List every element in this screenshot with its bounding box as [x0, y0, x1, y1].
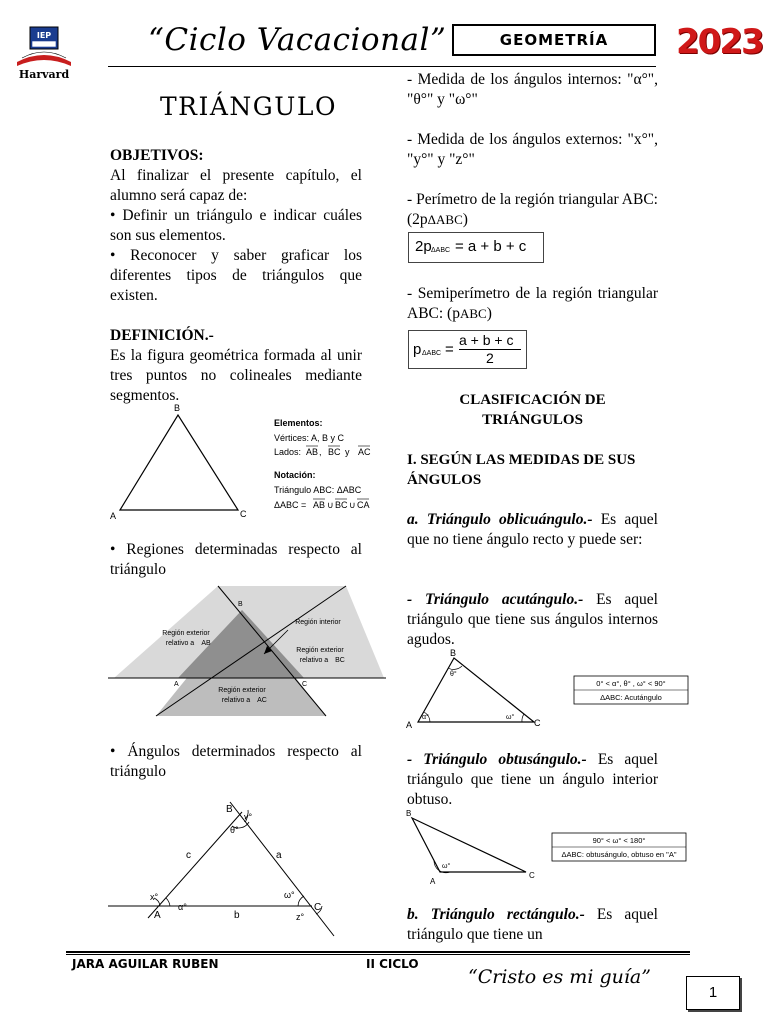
perimeter-formula	[408, 232, 544, 263]
elements-heading: Elementos:	[274, 418, 323, 428]
vertex-label: A	[174, 681, 179, 688]
term: - Triángulo obtusángulo.-	[407, 751, 587, 768]
region-label: relativo a	[221, 697, 251, 704]
section-heading-line: I. SEGÚN LAS MEDIDAS DE SUS	[407, 452, 636, 468]
vertex-label: C	[529, 871, 535, 880]
term-text: Es aquel triángulo que tiene un ángulo interior obtuso.	[407, 751, 658, 808]
angle-label: θ°	[230, 825, 239, 835]
vertices-line: Vértices: A, B y C	[274, 433, 345, 443]
classification-heading-line: TRIÁNGULOS	[482, 412, 583, 428]
vertex-label: A	[154, 910, 161, 921]
section-heading	[407, 450, 658, 490]
triangle-shape	[418, 658, 534, 722]
vertex-label: C	[240, 509, 247, 519]
vertex-label: C	[302, 681, 308, 688]
vertex-label: A	[406, 720, 413, 730]
angle-label: y°	[244, 812, 253, 822]
objectives-block	[110, 146, 362, 406]
vertex-label: C	[314, 902, 322, 913]
side-label: a	[276, 850, 282, 861]
and-word: y	[345, 447, 350, 457]
region-label: Región exterior	[162, 630, 210, 637]
triangle-shape	[120, 415, 238, 510]
logo-text: IEP	[36, 31, 52, 40]
angle-label: ω°	[284, 890, 295, 900]
region-label: Región exterior	[218, 687, 266, 694]
angles-bullet: • Ángulos determinados respecto al triángulo	[110, 743, 362, 780]
angle-label: x°	[150, 892, 159, 902]
vertex-label: B	[406, 809, 412, 818]
region-label: relativo a	[299, 657, 329, 664]
region-label: AB	[201, 640, 211, 647]
objectives-intro: Al finalizar el presente capítulo, el alumno será capaz de:	[110, 167, 362, 204]
semiperimeter-text-main: - Semiperímetro de la región triangular ABC: (p	[407, 285, 658, 322]
perimeter-text-close: )	[462, 211, 468, 228]
term: - Triángulo acutángulo.-	[407, 591, 584, 608]
triangle-elements-figure	[104, 400, 374, 522]
vertex-label: B	[174, 403, 181, 413]
formula-sub: ΔABC	[422, 350, 442, 357]
footer-motto: “Cristo es mi guía”	[468, 966, 651, 988]
objective-item: • Reconocer y saber graficar los diferentes tipos de triángulos que existen.	[110, 247, 362, 304]
semiperimeter-text	[407, 284, 658, 324]
condition-label: ΔABC: Acutángulo	[600, 693, 662, 702]
formula-lhs: 2p	[415, 238, 432, 255]
angles-figure	[108, 798, 344, 938]
vertex-label: B	[450, 648, 457, 658]
formula-eq: =	[445, 341, 454, 358]
obtuse-triangle-figure	[404, 806, 692, 892]
union-symbol: ∪	[349, 500, 356, 510]
footer-cycle: II CICLO	[366, 957, 419, 971]
semiperimeter-text-sub: ABC	[459, 306, 487, 321]
term-text: Es aquel triángulo que tiene sus ángulos internos agudos.	[407, 591, 658, 648]
angle-label: α°	[178, 902, 187, 912]
condition-text: 0° < α°, θ° , ω° < 90°	[596, 679, 666, 688]
section-heading-line: ÁNGULOS	[407, 472, 482, 488]
semiperimeter-text-close: )	[486, 305, 492, 322]
oblique-definition	[407, 510, 658, 550]
footer-rule	[66, 954, 690, 955]
union-ca: CA	[357, 500, 370, 510]
vertex-label: A	[430, 877, 436, 886]
regions-bullet: • Regiones determinadas respecto al triángulo	[110, 541, 362, 578]
acute-triangle-figure	[404, 646, 692, 734]
subject-box: GEOMETRÍA	[452, 24, 656, 56]
union-lhs: ΔABC =	[274, 500, 307, 510]
external-angles-text: - Medida de los ángulos externos: "x°", "y°" y "z°"	[407, 131, 658, 168]
side-label: c	[186, 850, 191, 861]
region-label: BC	[335, 657, 345, 664]
school-name: Harvard	[18, 68, 70, 81]
definition-heading: DEFINICIÓN.-	[110, 327, 214, 344]
classification-heading-line: CLASIFICACIÓN DE	[459, 392, 606, 408]
side-ab: AB	[306, 447, 319, 457]
side-label: b	[234, 910, 240, 921]
perimeter-text	[407, 190, 658, 230]
region-label: AC	[257, 697, 267, 704]
condition-text: 90° < ω° < 180°	[592, 836, 646, 845]
region-label: Región exterior	[296, 647, 344, 654]
page-title: TRIÁNGULO	[160, 92, 337, 121]
internal-angles-text: - Medida de los ángulos internos: "α°", "θ°" y "ω°"	[407, 71, 658, 108]
formula-lhs: p	[413, 341, 422, 358]
vertex-label: B	[226, 804, 233, 815]
footer-author: JARA AGUILAR RUBEN	[72, 957, 219, 971]
vertex-label: A	[110, 511, 117, 521]
perimeter-text-main: - Perímetro de la región triangular ABC: (2p	[407, 191, 658, 228]
term: b. Triángulo rectángulo.-	[407, 906, 585, 923]
region-label: relativo a	[165, 640, 195, 647]
formula-sub: ΔABC	[431, 247, 451, 254]
union-bc: BC	[335, 500, 348, 510]
angle-label: ω°	[506, 714, 515, 721]
vertex-label: B	[238, 601, 243, 608]
objective-item: • Definir un triángulo e indicar cuáles son sus elementos.	[110, 207, 362, 244]
perimeter-text-sub: ΔABC	[427, 212, 463, 227]
union-ab: AB	[313, 500, 326, 510]
angle-label: α°	[422, 714, 429, 721]
acute-definition	[407, 590, 658, 650]
region-label: Región interior	[295, 619, 341, 626]
side-ac: AC	[358, 447, 371, 457]
vertex-label: C	[534, 718, 541, 728]
angle-label: θ°	[450, 671, 457, 678]
term-text: Es aquel que no tiene ángulo recto y puede ser:	[407, 511, 658, 548]
side-bc: BC	[328, 447, 341, 457]
notation-heading: Notación:	[274, 470, 316, 480]
school-logo	[14, 24, 74, 82]
year-badge: 2023	[676, 22, 763, 62]
header-title: “Ciclo Vacacional”	[148, 22, 447, 58]
regions-figure	[108, 582, 386, 722]
obtuse-definition	[407, 750, 658, 810]
page-number: 1	[686, 976, 740, 1010]
definition-text: Es la figura geométrica formada al unir tres puntos no colineales mediante segmentos.	[110, 347, 362, 404]
formula-rhs: = a + b + c	[455, 238, 527, 255]
formula-denominator: 2	[486, 350, 494, 366]
comma: ,	[319, 447, 322, 457]
header-rule	[108, 66, 656, 67]
condition-label: ΔABC: obtusángulo, obtuso en "A"	[561, 850, 677, 859]
semiperimeter-formula	[408, 330, 527, 369]
right-column	[407, 70, 658, 230]
angle-label: ω°	[442, 863, 451, 870]
union-symbol: ∪	[327, 500, 334, 510]
formula-numerator: a + b + c	[459, 332, 514, 348]
footer-rule	[66, 951, 690, 953]
angle-label: z°	[296, 912, 305, 922]
objectives-heading: OBJETIVOS:	[110, 147, 204, 164]
right-definition	[407, 905, 658, 945]
triangle-shape	[412, 818, 526, 872]
notation-line: Triángulo ABC: ΔABC	[274, 485, 362, 495]
term: a. Triángulo oblicuángulo.-	[407, 511, 593, 528]
term-text: Es aquel triángulo que tiene un	[407, 906, 658, 943]
sides-label: Lados:	[274, 447, 302, 457]
classification-heading	[407, 390, 658, 430]
